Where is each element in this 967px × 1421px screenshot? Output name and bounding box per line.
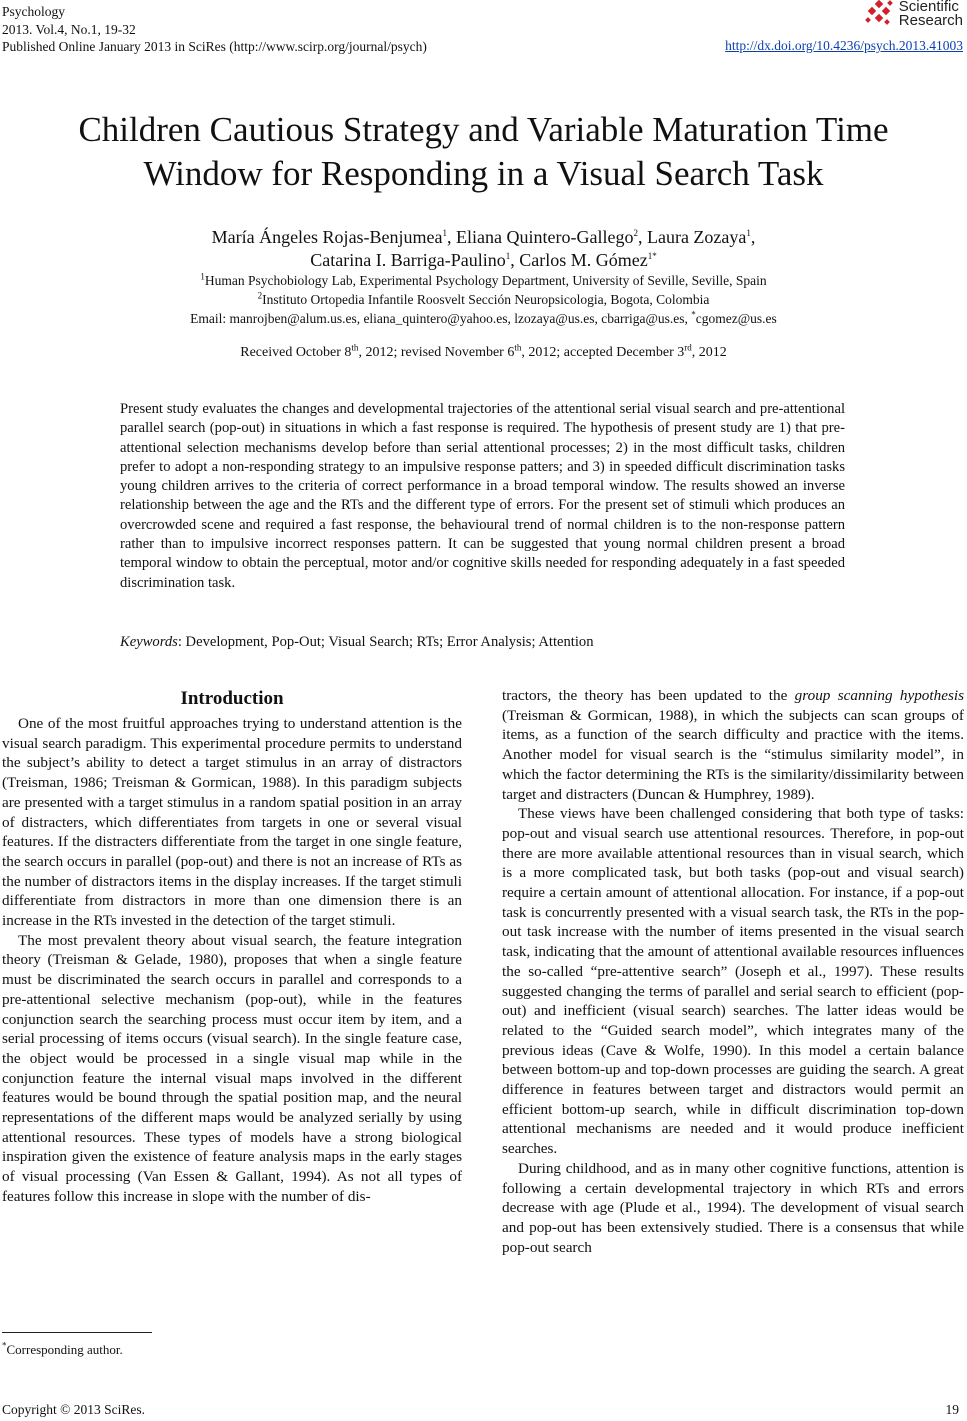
paragraph: tractors, the theory has been updated to the group scanning hypothesis (Treisman & Gormican, 1988), in which the subjects can scan groups of items, as a function of the search difficulty and practice with the items. Another model for visual search is the “stimulus similarity model”, in which the factor determining the RTs is the similarity/dissimilarity between target and distracters (Duncan & Humphrey, 1989).	[502, 687, 964, 803]
copyright: Copyright © 2013 SciRes.	[2, 1402, 146, 1417]
received-dates: Received October 8th, 2012; revised November 6th, 2012; accepted December 3rd, 2012	[240, 342, 727, 360]
publisher-logo-icon	[865, 0, 895, 28]
left-column	[2, 686, 462, 1207]
publisher-logo	[865, 0, 963, 28]
affiliation-1: $^1$Human Psychobiology Lab, Experimental Psychology Department, University of Seville, Seville, Spain	[200, 271, 767, 288]
paragraph: During childhood, and as in many other cognitive functions, attention is following a certain developmental trajectory in which RTs and errors decrease with age (Plude et al., 1994). The development of visual search and pop-out has been extensively studied. There is a consensus that while pop-out search	[502, 1159, 964, 1256]
journal-name: Psychology	[2, 4, 66, 19]
section-heading-introduction: Introduction	[180, 688, 284, 709]
page-number: 19	[945, 1402, 959, 1417]
right-column	[502, 686, 964, 1257]
footnote: *Corresponding author.	[2, 1340, 123, 1357]
footnote-divider	[2, 1332, 152, 1333]
publication-info: Published Online January 2013 in SciRes (http://www.scirp.org/journal/psych)	[2, 39, 427, 54]
keywords: Keywords: Development, Pop-Out; Visual Search; RTs; Error Analysis; Attention	[120, 634, 594, 650]
author-emails: Email: manrojben@alum.us.es, eliana_quintero@yahoo.es, lzozaya@us.es, cbarriga@us.es, *cgomez@us.es	[190, 309, 777, 326]
abstract: Present study evaluates the changes and developmental trajectories of the attentional serial visual search and pre-attentional parallel search (pop-out) in situations in which a fast response is required. The hypothesis of present study are 1) that pre-attentional selection mechanisms develop before than serial attentional processes; 2) in the most difficult tasks, children prefer to adopt a non-responding strategy to an impulsive response patters; and 3) in speeded difficult discrimination tasks young children arrives to the criteria of correct performance in a broad temporal window. The results showed an inverse relationship between the age and the RTs and the different type of errors. For the present set of stimuli which produces an overcrowded scene and required a fast response, the behavioural trend of normal children is to the non-response pattern rather than to impulsive incorrect responses pattern. It can be suggested that young normal children present a broad temporal window to obtain the perceptual, motor and/or cognitive skills needed for responding adequately in a fast speeded discrimination task.	[120, 401, 845, 591]
paper-title: Children Cautious Strategy and Variable Maturation Time Window for Responding in a Visual Search Task	[78, 110, 889, 193]
affiliations	[0, 271, 967, 328]
author-list: María Ángeles Rojas-Benjumea$^1$, Eliana Quintero-Gallego$^2$, Laura Zozaya$^1$, Catarina I. Barriga-Paulino$^1$, Carlos M. Gómez$^{1*}$	[211, 227, 756, 270]
keywords-label: Keywords	[120, 634, 178, 650]
doi-link[interactable]: http://dx.doi.org/10.4236/psych.2013.41003	[725, 38, 963, 53]
running-header	[2, 3, 427, 56]
volume-info: 2013. Vol.4, No.1, 19-32	[2, 21, 136, 37]
paragraph: One of the most fruitful approaches trying to understand attention is the visual search paradigm. This experimental procedure permits to understand the subject’s ability to detect a target stimulus in an array of distractors (Treisman, 1986; Treisman & Gormican, 1988). In this paradigm subjects are presented with a target stimulus in a random spatial position in an array of distracters, which differentiates from targets in one or several visual features. If the distracters differentiate from the target in one single feature, the search occurs in parallel (pop-out) and there is not an increase of RTs as the number of distractors items in the display increases. If the target stimuli differentiate from distractors in more than one dimension there is an increase in the RTs invested in the detection of the target stimuli.	[2, 715, 462, 930]
affiliation-2: $^2$Instituto Ortopedia Infantile Roosvelt Sección Neuropsicologia, Bogota, Colombia	[257, 290, 710, 307]
paragraph: These views have been challenged considering that both type of tasks: pop-out and visual search use attentional resources. Therefore, in pop-out there are more available attentional resources than in visual search, which is a more complicated task, but both tasks (pop-out and visual search) require a certain amount of attentional allocation. For instance, if a pop-out task is concurrently presented with a visual search task, the RTs in the pop-out task increase with the number of items presented in the visual search task, indicating that the amount of attentional available resources influences the so-called “pre-attentive search” (Joseph et al., 1997). These results suggested changing the terms of parallel and serial search to efficient (pop-out) and inefficient (visual search) searches. The latter ideas would be related to the “Guided search model”, which integrates many of the previous ideas (Cave & Wolfe, 1990). In this model a certain balance between bottom-up and top-down processes are guiding the search. A great difference in features between target and distractors would permit an efficient bottom-up search, while in difficult discrimination top-down attentional mechanisms are needed and it would produce inefficient searches.	[502, 805, 964, 1158]
paragraph: The most prevalent theory about visual search, the feature integration theory (Treisman & Gelade, 1980), proposes that when a single feature must be discriminated the search occurs in parallel and corresponds to a pre-attentional selective mechanism (pop-out), while in the features conjunction search the searching process must occur item by item, and a serial processing of items occurs (visual search). In the single feature case, the object would be processed in a single visual map while in the conjunction feature the internal visual maps involved in the different features would be bound through the spatial position map, and the neural representations of the different maps would be analyzed serially by using attentional resources. These types of models have a strong biological inspiration given the existence of feature analysis maps in the early stages of visual processing (Van Essen & Gallant, 1994). As not all types of features follow this increase in slope with the number of dis-	[2, 931, 462, 1205]
publisher-logo-text: Scientific Research	[898, 0, 963, 29]
